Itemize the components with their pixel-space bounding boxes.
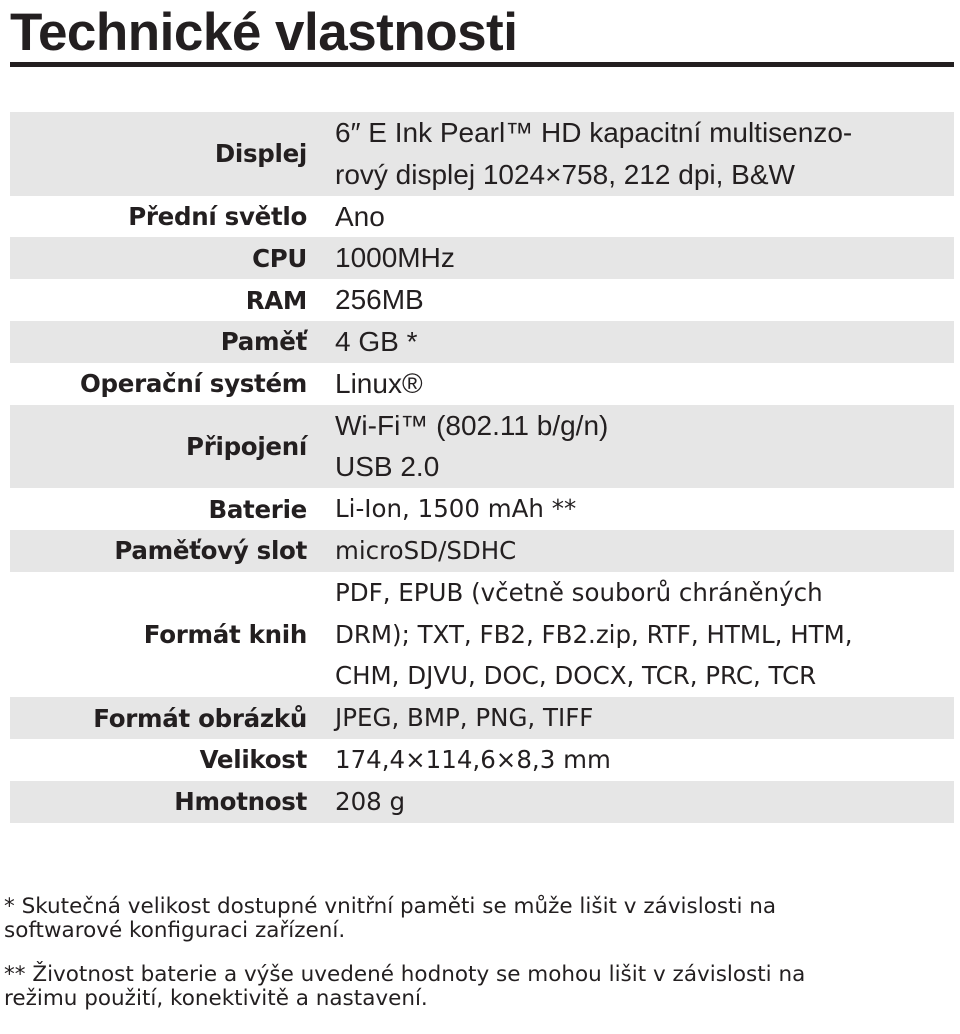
spec-label: Formát knih	[143, 619, 307, 649]
spec-value	[307, 196, 954, 238]
spec-value-line: 4 GB *	[335, 325, 418, 357]
spec-label: Operační systém	[80, 369, 307, 399]
spec-value	[307, 697, 954, 739]
spec-row-cpu	[10, 237, 954, 279]
spec-value	[307, 572, 954, 697]
spec-row-pripojeni	[10, 405, 954, 489]
spec-value	[307, 279, 954, 321]
spec-label: Velikost	[199, 745, 307, 775]
spec-value	[307, 781, 954, 823]
spec-label: Paměťový slot	[114, 536, 307, 566]
footnote-line: ** Životnost baterie a výše uvedené hodnoty se mohou lišit v závislosti na	[4, 962, 806, 987]
spec-value-line: Linux®	[335, 367, 423, 399]
spec-label: Přední světlo	[128, 201, 307, 231]
spec-value	[307, 405, 954, 489]
spec-value-line: rový displej 1024×758, 212 dpi, B&W	[335, 158, 795, 190]
spec-value	[307, 321, 954, 363]
spec-row-velikost	[10, 739, 954, 781]
spec-row-ram	[10, 279, 954, 321]
footnote-line: režimu použití, konektivitě a nastavení.	[4, 986, 428, 1011]
spec-row-hmotnost	[10, 781, 954, 823]
spec-row-baterie	[10, 488, 954, 530]
spec-label: RAM	[245, 285, 307, 315]
spec-value-line: Li-Ion, 1500 mAh **	[335, 494, 577, 524]
spec-value	[307, 739, 954, 781]
spec-row-operacni-system	[10, 363, 954, 405]
spec-label: Formát obrázků	[93, 703, 307, 733]
spec-value-line: 1000MHz	[335, 242, 455, 274]
footnote-line: softwarové konfiguraci zařízení.	[4, 918, 346, 943]
spec-label: Hmotnost	[174, 787, 307, 817]
spec-row-displej	[10, 112, 954, 196]
spec-value-line: DRM); TXT, FB2, FB2.zip, RTF, HTML, HTM,	[335, 619, 853, 649]
spec-value	[307, 237, 954, 279]
spec-value-line: CHM, DJVU, DOC, DOCX, TCR, PRC, TCR	[335, 661, 817, 691]
spec-value-line: 6″ E Ink Pearl™ HD kapacitní multisenzo-	[335, 117, 853, 148]
spec-value-line: 174,4×114,6×8,3 mm	[335, 744, 611, 774]
spec-value-line: JPEG, BMP, PNG, TIFF	[335, 703, 594, 733]
spec-value-line: Wi-Fi™ (802.11 b/g/n)	[335, 409, 609, 441]
spec-row-predni-svetlo	[10, 196, 954, 238]
spec-row-format-obrazku	[10, 697, 954, 739]
spec-row-format-knih	[10, 572, 954, 697]
spec-label: Displej	[214, 139, 307, 169]
spec-value	[307, 112, 954, 196]
spec-label: CPU	[252, 243, 307, 273]
spec-row-pametovy-slot	[10, 530, 954, 572]
spec-value	[307, 363, 954, 405]
footnote-line: * Skutečná velikost dostupné vnitřní paměti se může lišit v závislosti na	[4, 894, 777, 919]
spec-row-pamet	[10, 321, 954, 363]
footnote-memory	[4, 895, 954, 943]
spec-label: Připojení	[186, 431, 307, 461]
spec-value-line: USB 2.0	[335, 451, 440, 483]
title-underline	[10, 62, 954, 67]
spec-value-line: microSD/SDHC	[335, 535, 517, 565]
spec-value-line: Ano	[335, 200, 385, 232]
spec-value	[307, 488, 954, 530]
spec-table	[10, 112, 954, 823]
spec-label: Paměť	[220, 327, 307, 357]
footnote-battery	[4, 963, 954, 1011]
spec-value-line: 256MB	[335, 284, 424, 316]
spec-value	[307, 530, 954, 572]
spec-value-line: PDF, EPUB (včetně souborů chráněných	[335, 577, 823, 607]
footnotes	[4, 895, 954, 1031]
spec-value-line: 208 g	[335, 786, 406, 816]
page-title: Technické vlastnosti	[10, 3, 518, 62]
spec-label: Baterie	[208, 494, 307, 524]
